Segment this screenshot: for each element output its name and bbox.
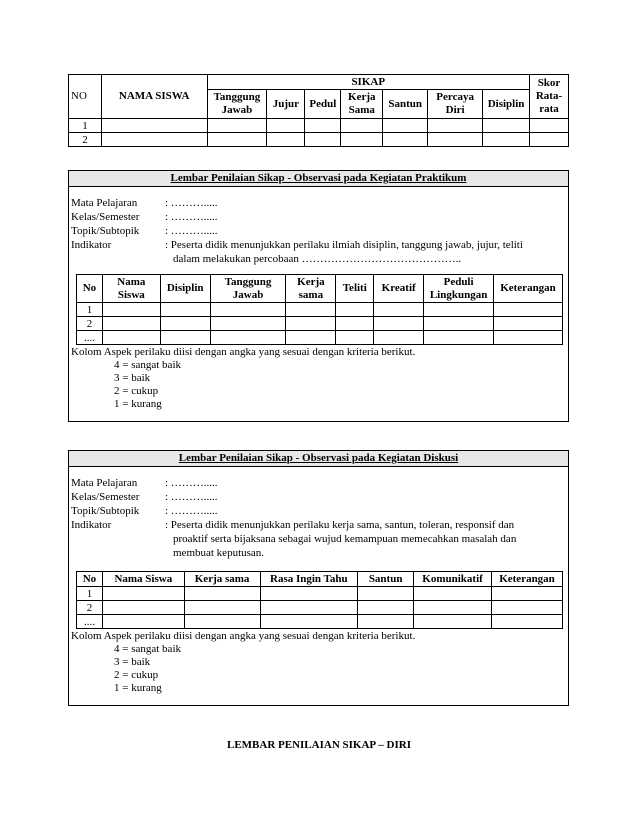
table-row <box>77 615 563 629</box>
header-disiplin: Disiplin <box>160 275 210 303</box>
meta-label: Indikator <box>71 519 112 531</box>
header-santun: Santun <box>358 572 414 587</box>
header-nama-siswa: Nama Siswa <box>102 572 184 587</box>
diskusi-table <box>76 571 563 629</box>
header-aspect: Percaya Diri <box>428 90 483 119</box>
row-number: .... <box>77 331 103 345</box>
praktikum-assessment-box <box>68 170 569 422</box>
header-peduli-lingkungan: Peduli Lingkungan <box>424 275 494 303</box>
header-nama-siswa: NAMA SISWA <box>101 75 207 119</box>
header-nama-siswa: Nama Siswa <box>102 275 160 303</box>
header-rasa-ingin-tahu: Rasa Ingin Tahu <box>260 572 358 587</box>
meta-value: : ………..... <box>165 225 218 237</box>
meta-label: Mata Pelajaran <box>71 477 138 489</box>
header-aspect: Jujur <box>267 90 305 119</box>
meta-label: Topik/Subtopik <box>71 505 140 517</box>
table-row <box>77 587 563 601</box>
meta-label <box>71 546 165 560</box>
header-keterangan: Keterangan <box>492 572 563 587</box>
table-row <box>77 317 563 331</box>
header-kerja-sama: Kerja sama <box>184 572 260 587</box>
meta-label: Kelas/Semester <box>71 211 140 223</box>
diskusi-assessment-box <box>68 450 569 706</box>
table-row <box>77 331 563 345</box>
criteria-notes <box>71 630 415 695</box>
criteria-item: 2 = cukup <box>114 669 159 681</box>
meta-value: proaktif serta bijaksana sebagai wujud kemampuan memecahkan masalah dan <box>173 533 517 545</box>
meta-label: Kelas/Semester <box>71 491 140 503</box>
row-number: 1 <box>77 587 103 601</box>
table-row <box>77 601 563 615</box>
criteria-item: 3 = baik <box>114 372 151 384</box>
header-aspect: Santun <box>383 90 428 119</box>
meta-value: : ………..... <box>165 491 218 503</box>
header-kerja-sama: Kerja sama <box>286 275 336 303</box>
row-number: 1 <box>77 303 103 317</box>
row-number: 2 <box>69 133 102 147</box>
meta-value: : ………..... <box>165 505 218 517</box>
row-number: .... <box>77 615 103 629</box>
meta-label: Topik/Subtopik <box>71 225 140 237</box>
meta-info <box>71 476 566 560</box>
meta-value: : ………..... <box>165 197 218 209</box>
meta-value: : ………..... <box>165 211 218 223</box>
header-skor: Skor Rata-rata <box>530 75 569 119</box>
criteria-item: 1 = kurang <box>114 398 162 410</box>
criteria-item: 4 = sangat baik <box>114 643 181 655</box>
header-aspect: Tanggung Jawab <box>207 90 267 119</box>
header-keterangan: Keterangan <box>494 275 563 303</box>
header-kreatif: Kreatif <box>374 275 424 303</box>
meta-value: dalam melakukan percobaan …………………………………….. <box>173 253 462 265</box>
meta-info <box>71 196 566 266</box>
meta-value: : Peserta didik menunjukkan perilaku kerja sama, santun, toleran, responsif dan <box>165 519 515 531</box>
criteria-item: 3 = baik <box>114 656 151 668</box>
section-title: LEMBAR PENILAIAN SIKAP – DIRI <box>227 739 411 751</box>
criteria-item: 2 = cukup <box>114 385 159 397</box>
meta-label <box>71 252 165 266</box>
meta-value: membuat keputusan. <box>173 547 265 559</box>
header-aspect: Disiplin <box>483 90 530 119</box>
header-no: No <box>77 275 103 303</box>
praktikum-table <box>76 274 563 345</box>
row-number: 1 <box>69 119 102 133</box>
table-row <box>69 133 569 147</box>
header-tanggung-jawab: Tanggung Jawab <box>210 275 286 303</box>
box-title: Lembar Penilaian Sikap - Observasi pada Kegiatan Praktikum <box>69 171 568 187</box>
header-no: No <box>77 572 103 587</box>
header-no: NO <box>69 75 102 119</box>
criteria-intro: Kolom Aspek perilaku diisi dengan angka yang sesuai dengan kriteria berikut. <box>71 630 416 642</box>
header-aspect: Pedul <box>305 90 341 119</box>
criteria-item: 4 = sangat baik <box>114 359 181 371</box>
table-row <box>77 303 563 317</box>
row-number: 2 <box>77 317 103 331</box>
header-komunikatif: Komunikatif <box>414 572 492 587</box>
criteria-item: 1 = kurang <box>114 682 162 694</box>
meta-label: Indikator <box>71 239 112 251</box>
meta-label <box>71 532 165 546</box>
box-title: Lembar Penilaian Sikap - Observasi pada Kegiatan Diskusi <box>69 451 568 467</box>
meta-value: : ………..... <box>165 477 218 489</box>
table-row <box>69 119 569 133</box>
header-sikap: SIKAP <box>207 75 530 90</box>
criteria-intro: Kolom Aspek perilaku diisi dengan angka yang sesuai dengan kriteria berikut. <box>71 346 416 358</box>
header-aspect: Kerja Sama <box>341 90 383 119</box>
header-teliti: Teliti <box>336 275 374 303</box>
row-number: 2 <box>77 601 103 615</box>
meta-value: : Peserta didik menunjukkan perilaku ilmiah disiplin, tanggung jawab, jujur, teliti <box>165 239 523 251</box>
criteria-notes <box>71 346 415 411</box>
meta-label: Mata Pelajaran <box>71 197 138 209</box>
sikap-summary-table <box>68 74 569 147</box>
